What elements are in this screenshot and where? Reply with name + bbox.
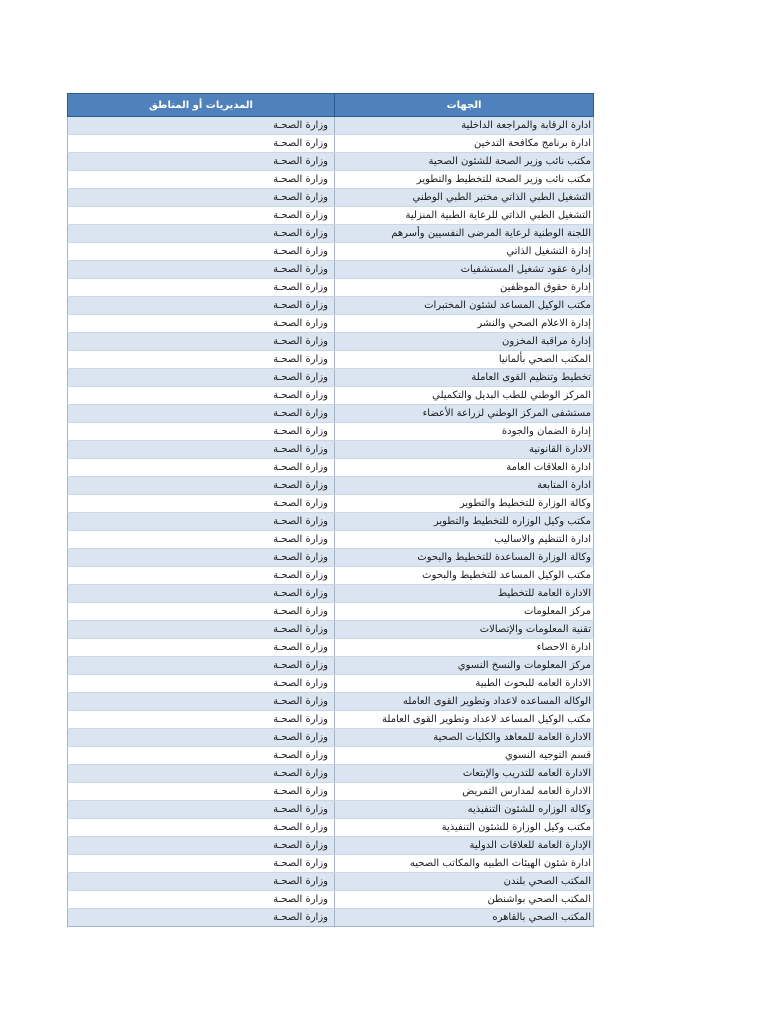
region-cell[interactable]: وزارة الصحـة — [68, 729, 335, 747]
table-row — [68, 153, 594, 171]
table-row — [68, 423, 594, 441]
table-row — [68, 747, 594, 765]
entity-cell[interactable]: الادارة العامة للمعاهد والكليات الصحية — [335, 729, 594, 747]
entity-cell[interactable]: مكتب الوكيل المساعد للتخطيط والبحوث — [335, 567, 594, 585]
table-row — [68, 801, 594, 819]
header-entity: الجهات — [335, 94, 594, 117]
region-cell[interactable]: وزارة الصحـة — [68, 459, 335, 477]
table-row — [68, 603, 594, 621]
entity-cell[interactable]: وكالة الوزارة المساعدة للتخطيط والبحوث — [335, 549, 594, 567]
region-cell[interactable]: وزارة الصحـة — [68, 765, 335, 783]
region-cell[interactable]: وزارة الصحـة — [68, 315, 335, 333]
table-row — [68, 675, 594, 693]
table-row — [68, 117, 594, 135]
entity-cell[interactable]: إدارة عقود تشغيل المستشفيات — [335, 261, 594, 279]
entity-cell[interactable]: المركز الوطني للطب البديل والتكميلي — [335, 387, 594, 405]
region-cell[interactable]: وزارة الصحـة — [68, 783, 335, 801]
table-row — [68, 315, 594, 333]
region-cell[interactable]: وزارة الصحـة — [68, 189, 335, 207]
entity-cell[interactable]: المكتب الصحي بالقاهره — [335, 909, 594, 927]
region-cell[interactable]: وزارة الصحـة — [68, 639, 335, 657]
entity-cell[interactable]: ادارة العلاقات العامة — [335, 459, 594, 477]
entity-cell[interactable]: تقنية المعلومات والإتصالات — [335, 621, 594, 639]
table-row — [68, 909, 594, 927]
table-row — [68, 225, 594, 243]
entity-cell[interactable]: مكتب الوكيل المساعد لاعداد وتطوير القوى العاملة — [335, 711, 594, 729]
region-cell[interactable]: وزارة الصحـة — [68, 387, 335, 405]
region-cell[interactable]: وزارة الصحـة — [68, 297, 335, 315]
table-row — [68, 387, 594, 405]
entity-cell[interactable]: التشغيل الطبي الذاتي للرعاية الطبية المنزلية — [335, 207, 594, 225]
region-cell[interactable]: وزارة الصحـة — [68, 675, 335, 693]
entity-cell[interactable]: الادارة العامه للبحوث الطبية — [335, 675, 594, 693]
entity-cell[interactable]: الادارة العامة للتخطيط — [335, 585, 594, 603]
table-row — [68, 513, 594, 531]
region-cell[interactable]: وزارة الصحـة — [68, 621, 335, 639]
region-cell[interactable]: وزارة الصحـة — [68, 909, 335, 927]
table-row — [68, 405, 594, 423]
entity-cell[interactable]: مكتب وكيل الوزارة للشئون التنفيذية — [335, 819, 594, 837]
entity-cell[interactable]: ادارة برنامج مكافحة التدخين — [335, 135, 594, 153]
entity-cell[interactable]: إدارة الاعلام الصحي والنشر — [335, 315, 594, 333]
region-cell[interactable]: وزارة الصحـة — [68, 513, 335, 531]
region-cell[interactable]: وزارة الصحـة — [68, 801, 335, 819]
entity-cell[interactable]: مكتب نائب وزير الصحة للتخطيط والتطوير — [335, 171, 594, 189]
entity-cell[interactable]: اللجنة الوطنية لرعاية المرضى النفسيين وأسرهم — [335, 225, 594, 243]
table-row — [68, 639, 594, 657]
region-cell[interactable]: وزارة الصحـة — [68, 495, 335, 513]
table-row — [68, 891, 594, 909]
region-cell[interactable]: وزارة الصحـة — [68, 531, 335, 549]
region-cell[interactable]: وزارة الصحـة — [68, 225, 335, 243]
entity-cell[interactable]: ادارة الاحصاء — [335, 639, 594, 657]
region-cell[interactable]: وزارة الصحـة — [68, 207, 335, 225]
region-cell[interactable]: وزارة الصحـة — [68, 261, 335, 279]
table-row — [68, 873, 594, 891]
table-row — [68, 459, 594, 477]
table-row — [68, 729, 594, 747]
region-cell[interactable]: وزارة الصحـة — [68, 693, 335, 711]
entity-cell[interactable]: إدارة حقوق الموظفين — [335, 279, 594, 297]
entity-cell[interactable]: المكتب الصحي بألمانيا — [335, 351, 594, 369]
region-cell[interactable]: وزارة الصحـة — [68, 819, 335, 837]
region-cell[interactable]: وزارة الصحـة — [68, 585, 335, 603]
table-row — [68, 783, 594, 801]
table-row — [68, 711, 594, 729]
entity-cell[interactable]: إدارة التشغيل الذاتي — [335, 243, 594, 261]
table-row — [68, 477, 594, 495]
entity-cell[interactable]: مكتب نائب وزير الصحة للشئون الصحية — [335, 153, 594, 171]
table-row — [68, 279, 594, 297]
table-row — [68, 657, 594, 675]
region-cell[interactable]: وزارة الصحـة — [68, 351, 335, 369]
entity-cell[interactable]: تخطيط وتنظيم القوى العاملة — [335, 369, 594, 387]
entity-cell[interactable]: الادارة العامه لمدارس التمريض — [335, 783, 594, 801]
entity-cell[interactable]: الادارة القانونية — [335, 441, 594, 459]
entity-cell[interactable]: مكتب الوكيل المساعد لشئون المختبرات — [335, 297, 594, 315]
region-cell[interactable]: وزارة الصحـة — [68, 171, 335, 189]
region-cell[interactable]: وزارة الصحـة — [68, 567, 335, 585]
table-row — [68, 351, 594, 369]
table-row — [68, 171, 594, 189]
table-row — [68, 369, 594, 387]
table-row — [68, 855, 594, 873]
table-row — [68, 297, 594, 315]
spreadsheet — [67, 93, 593, 927]
header-region: المديريات أو المناطق — [68, 94, 335, 117]
region-cell[interactable]: وزارة الصحـة — [68, 243, 335, 261]
entity-cell[interactable]: التشغيل الطبي الذاتي مختبر الطبي الوطني — [335, 189, 594, 207]
table-row — [68, 441, 594, 459]
entity-cell[interactable]: ادارة المتابعة — [335, 477, 594, 495]
region-cell[interactable]: وزارة الصحـة — [68, 711, 335, 729]
entity-cell[interactable]: الادارة العامه للتدريب والإبتعاث — [335, 765, 594, 783]
region-cell[interactable]: وزارة الصحـة — [68, 657, 335, 675]
table-row — [68, 585, 594, 603]
table-row — [68, 207, 594, 225]
entity-cell[interactable]: مستشفى المركز الوطني لزراعة الأعضاء — [335, 405, 594, 423]
region-cell[interactable]: وزارة الصحـة — [68, 423, 335, 441]
entity-cell[interactable]: ادارة شئون الهيئات الطبيه والمكاتب الصحيه — [335, 855, 594, 873]
table-row — [68, 135, 594, 153]
table-row — [68, 189, 594, 207]
entity-cell[interactable]: الوكاله المساعده لاعداد وتطوير القوى العامله — [335, 693, 594, 711]
table-header-row — [68, 94, 594, 117]
entity-cell[interactable]: ادارة الرقابة والمراجعة الداخلية — [335, 117, 594, 135]
region-cell[interactable]: وزارة الصحـة — [68, 891, 335, 909]
region-cell[interactable]: وزارة الصحـة — [68, 837, 335, 855]
table-row — [68, 549, 594, 567]
region-cell[interactable]: وزارة الصحـة — [68, 855, 335, 873]
entity-cell[interactable]: ادارة التنظيم والاساليب — [335, 531, 594, 549]
table-body — [68, 117, 594, 927]
entity-cell[interactable]: الإدارة العامة للعلاقات الدولية — [335, 837, 594, 855]
region-cell[interactable]: وزارة الصحـة — [68, 405, 335, 423]
table-row — [68, 567, 594, 585]
entity-cell[interactable]: مكتب وكيل الوزاره للتخطيط والتطوير — [335, 513, 594, 531]
region-cell[interactable]: وزارة الصحـة — [68, 279, 335, 297]
region-cell[interactable]: وزارة الصحـة — [68, 477, 335, 495]
region-cell[interactable]: وزارة الصحـة — [68, 333, 335, 351]
table-row — [68, 261, 594, 279]
region-cell[interactable]: وزارة الصحـة — [68, 117, 335, 135]
entity-cell[interactable]: المكتب الصحي بواشنطن — [335, 891, 594, 909]
entity-cell[interactable]: وكالة الوزاره للشئون التنفيذيه — [335, 801, 594, 819]
entities-table — [67, 93, 594, 927]
table-row — [68, 243, 594, 261]
entity-cell[interactable]: إدارة الضمان والجودة — [335, 423, 594, 441]
entity-cell[interactable]: مركز المعلومات والنسخ النسوي — [335, 657, 594, 675]
entity-cell[interactable]: قسم التوجيه النسوي — [335, 747, 594, 765]
table-row — [68, 837, 594, 855]
entity-cell[interactable]: وكالة الوزارة للتخطيط والتطوير — [335, 495, 594, 513]
region-cell[interactable]: وزارة الصحـة — [68, 873, 335, 891]
region-cell[interactable]: وزارة الصحـة — [68, 369, 335, 387]
table-row — [68, 819, 594, 837]
table-row — [68, 765, 594, 783]
entity-cell[interactable]: المكتب الصحي بلندن — [335, 873, 594, 891]
region-cell[interactable]: وزارة الصحـة — [68, 135, 335, 153]
table-row — [68, 531, 594, 549]
region-cell[interactable]: وزارة الصحـة — [68, 441, 335, 459]
entity-cell[interactable]: إدارة مراقبة المخزون — [335, 333, 594, 351]
region-cell[interactable]: وزارة الصحـة — [68, 549, 335, 567]
table-row — [68, 333, 594, 351]
table-row — [68, 621, 594, 639]
region-cell[interactable]: وزارة الصحـة — [68, 747, 335, 765]
table-row — [68, 693, 594, 711]
table-row — [68, 495, 594, 513]
region-cell[interactable]: وزارة الصحـة — [68, 153, 335, 171]
entity-cell[interactable]: مركز المعلومات — [335, 603, 594, 621]
region-cell[interactable]: وزارة الصحـة — [68, 603, 335, 621]
